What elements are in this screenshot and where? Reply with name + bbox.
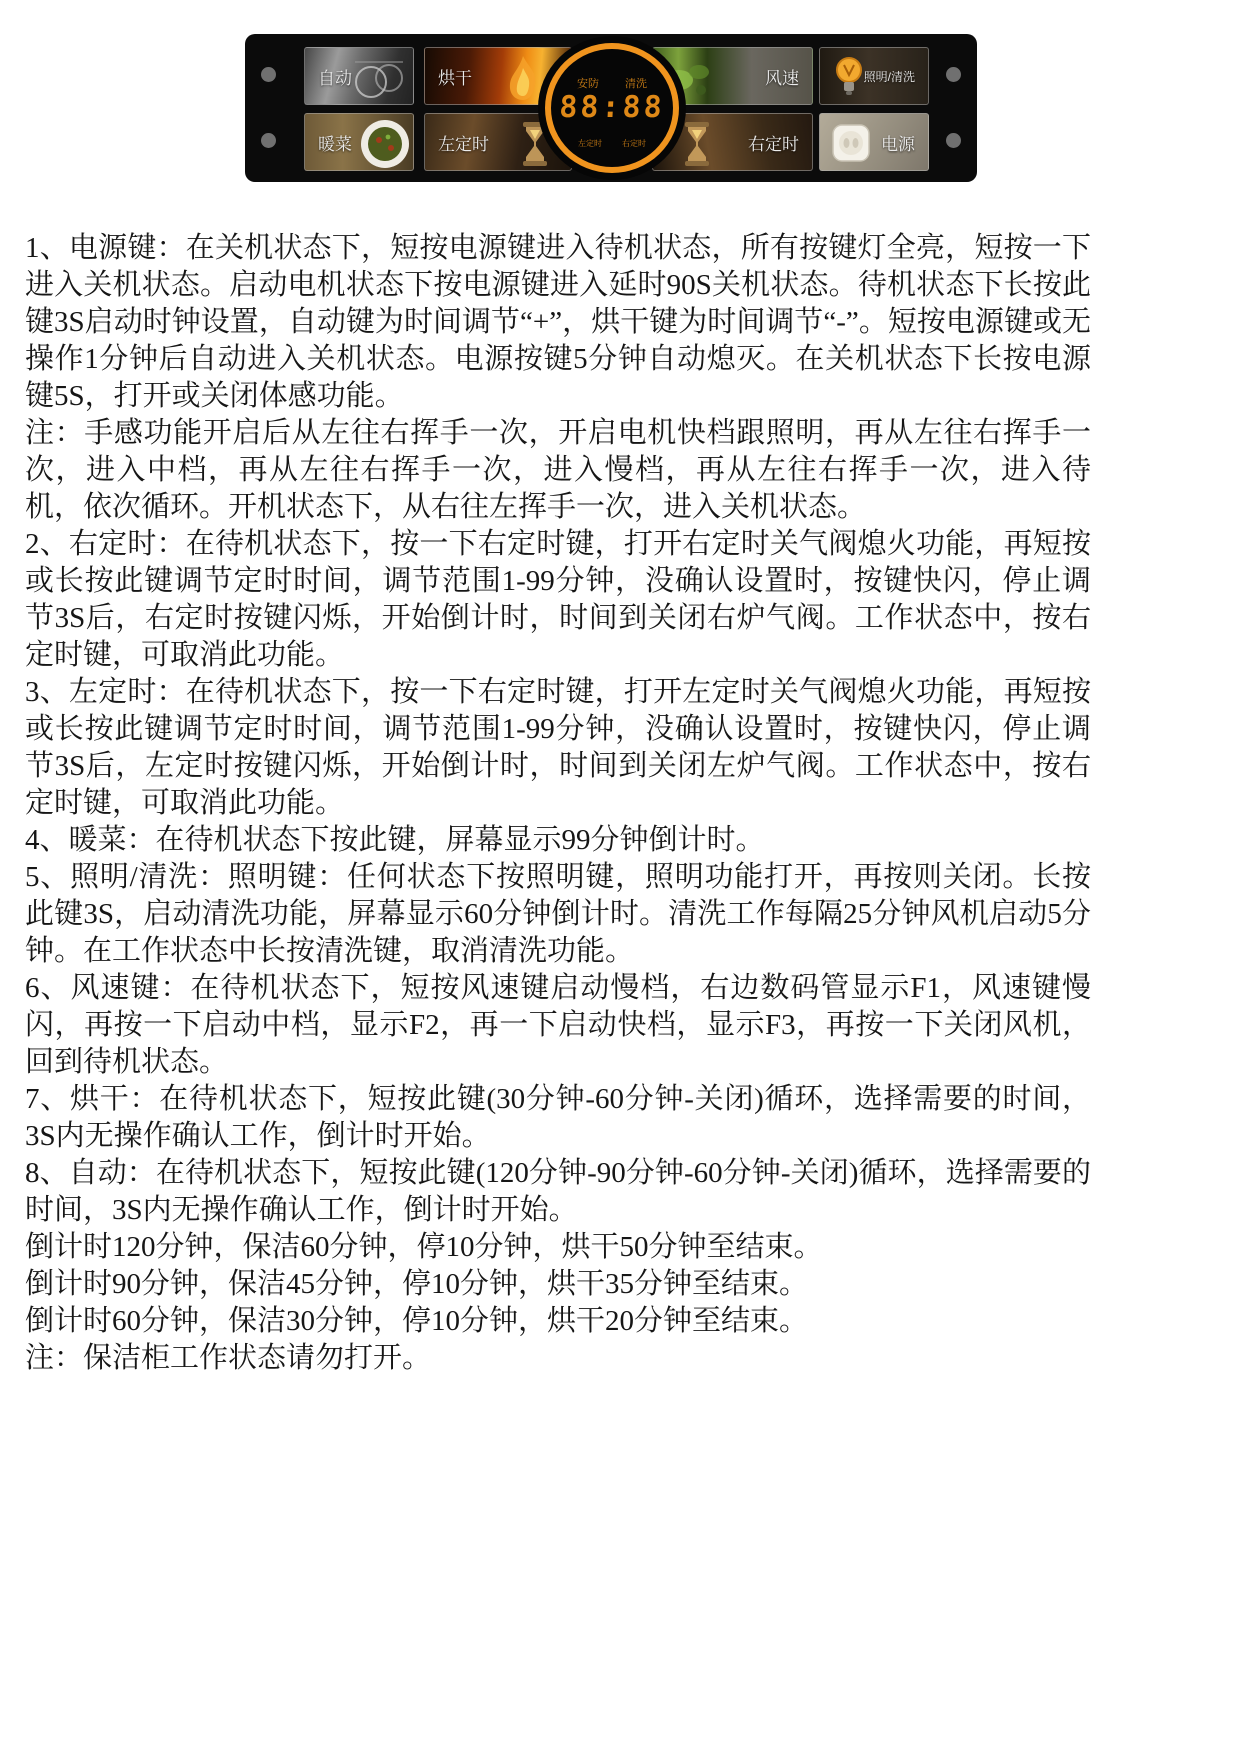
fire-photo bbox=[503, 54, 543, 102]
right-timer-button-label: 右定时 bbox=[748, 134, 799, 154]
clean-indicator-label: 清洗 bbox=[625, 78, 647, 90]
light-clean-button-label: 照明/清洗 bbox=[863, 69, 915, 84]
dishwasher-photo bbox=[347, 56, 407, 100]
mount-hole bbox=[946, 67, 961, 82]
instructions-text bbox=[25, 230, 1091, 1377]
instruction-paragraph: 倒计时120分钟，保洁60分钟，停10分钟，烘干50分钟至结束。 bbox=[25, 1231, 823, 1263]
hourglass-icon bbox=[683, 122, 711, 166]
instruction-paragraph: 7、烘干：在待机状态下，短按此键(30分钟-60分钟-关闭)循环，选择需要的时间，3S内无操作确认工作，倒计时开始。 bbox=[25, 1083, 1091, 1152]
warm-food-button-label: 暖菜 bbox=[318, 134, 352, 154]
dry-button-label: 烘干 bbox=[438, 68, 472, 88]
auto-button-label: 自动 bbox=[318, 68, 352, 88]
control-panel-image bbox=[245, 34, 977, 182]
power-button bbox=[819, 113, 929, 171]
power-button-label: 电源 bbox=[881, 134, 915, 154]
instruction-paragraph: 2、右定时：在待机状态下，按一下右定时键，打开右定时关气阀熄火功能，再短按或长按此键调节定时时间，调节范围1-99分钟，没确认设置时，按键快闪，停止调节3S后，右定时按键闪烁，开始倒计时，时间到关闭右炉气阀。工作状态中，按右定时键，可取消此功能。 bbox=[25, 528, 1091, 671]
instruction-paragraph: 注：保洁柜工作状态请勿打开。 bbox=[25, 1342, 432, 1374]
left-timer-indicator-label: 左定时 bbox=[578, 139, 602, 148]
clock-display bbox=[538, 36, 686, 180]
warm-food-button bbox=[304, 113, 414, 171]
instruction-paragraph: 倒计时90分钟，保洁45分钟，停10分钟，烘干35分钟至结束。 bbox=[25, 1268, 809, 1300]
auto-button bbox=[304, 47, 414, 105]
instruction-paragraph: 注：手感功能开启后从左往右挥手一次，开启电机快档跟照明，再从左往右挥手一次，进入中档，再从左往右挥手一次，进入慢档，再从左往右挥手一次，进入待机，依次循环。开机状态下，从右往左挥手一次，进入关机状态。 bbox=[25, 417, 1091, 523]
instruction-paragraph: 1、电源键：在关机状态下，短按电源键进入待机状态，所有按键灯全亮，短按一下进入关机状态。启动电机状态下按电源键进入延时90S关机状态。待机状态下长按此键3S启动时钟设置，自动键为时间调节“+”，烘干键为时间调节“-”。短按电源键或无操作1分钟后自动进入关机状态。电源按键5分钟自动熄灭。在关机状态下长按电源键5S，打开或关闭体感功能。 bbox=[25, 232, 1091, 412]
instruction-paragraph: 4、暖菜：在待机状态下按此键，屏幕显示99分钟倒计时。 bbox=[25, 824, 765, 856]
instruction-paragraph: 5、照明/清洗：照明键：任何状态下按照明键，照明功能打开，再按则关闭。长按此键3S，启动清洗功能，屏幕显示60分钟倒计时。清洗工作每隔25分钟风机启动5分钟。在工作状态中长按清洗键，取消清洗功能。 bbox=[25, 861, 1091, 967]
instruction-paragraph: 6、风速键：在待机状态下，短按风速键启动慢档，右边数码管显示F1，风速键慢闪，再按一下启动中档，显示F2，再一下启动快档，显示F3，再按一下关闭风机，回到待机状态。 bbox=[25, 972, 1091, 1078]
instruction-paragraph: 3、左定时：在待机状态下，按一下右定时键，打开左定时关气阀熄火功能，再短按或长按此键调节定时时间，调节范围1-99分钟，没确认设置时，按键快闪，停止调节3S后，左定时按键闪烁，开始倒计时，时间到关闭左炉气阀。工作状态中，按右定时键，可取消此功能。 bbox=[25, 676, 1091, 819]
fan-speed-button-label: 风速 bbox=[765, 68, 799, 88]
instruction-paragraph: 8、自动：在待机状态下，短按此键(120分钟-90分钟-60分钟-关闭)循环，选择需要的时间，3S内无操作确认工作，倒计时开始。 bbox=[25, 1157, 1091, 1226]
seven-segment-time: 88:88 bbox=[558, 90, 666, 125]
light-clean-button bbox=[819, 47, 929, 105]
mount-hole bbox=[946, 133, 961, 148]
bulb-icon bbox=[834, 55, 864, 99]
instruction-paragraph: 倒计时60分钟，保洁30分钟，停10分钟，烘干20分钟至结束。 bbox=[25, 1305, 809, 1337]
mount-hole bbox=[261, 133, 276, 148]
left-timer-button-label: 左定时 bbox=[438, 134, 489, 154]
security-indicator-label: 安防 bbox=[577, 78, 599, 90]
food-plate-photo bbox=[359, 118, 411, 170]
right-timer-indicator-label: 右定时 bbox=[622, 139, 646, 148]
mount-hole bbox=[261, 67, 276, 82]
power-socket-icon bbox=[832, 124, 870, 162]
